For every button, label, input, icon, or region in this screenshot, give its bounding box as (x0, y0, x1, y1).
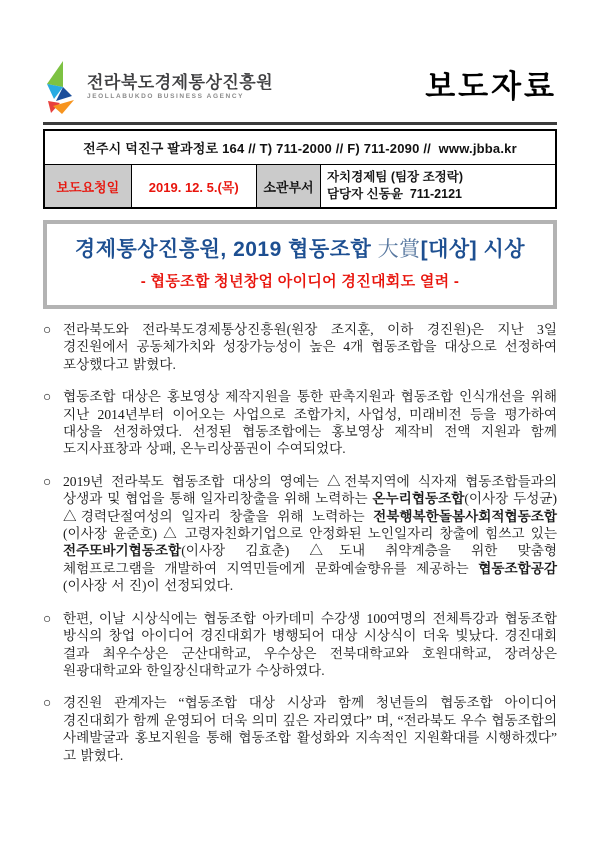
department-label: 소관부서 (256, 165, 320, 209)
org-logo (43, 59, 273, 115)
address-text: 전주시 덕진구 팔과정로 164 // T) 711-2000 // F) 711-2090 // www.jbba.kr (44, 130, 556, 165)
paragraph-text: (이사장 김효춘) △도내 취약계층을 위한 맞춤형 체험프로그램을 개발하여 지역민들에게 문화예술향유를 제공하는 (63, 543, 557, 576)
paragraph-marker: ○ (43, 610, 52, 626)
paragraph (43, 388, 557, 458)
paragraph-text: (이사장 서 진)이 선정되었다. (63, 578, 234, 594)
header (43, 56, 557, 118)
headline-title-prefix: 경제통상진흥원, 2019 협동조합 (74, 238, 378, 261)
paragraph-marker: ○ (43, 473, 52, 489)
highlighted-coop-name: 온누리협동조합 (372, 491, 465, 507)
org-name-en: JEOLLABUKDO BUSINESS AGENCY (87, 93, 245, 100)
paragraph (43, 473, 557, 595)
highlighted-coop-name: 전북행복한돌봄사회적협동조합 (373, 508, 557, 524)
department-person: 담당자 신동윤 711-2121 (326, 187, 462, 201)
paragraph-marker: ○ (43, 389, 52, 405)
department-team: 자치경제팀 (팀장 조정락) (326, 170, 463, 184)
paragraph-text: (이사장 윤준호) △ 고령자친화기업으로 안정화된 노인일자리 창출에 힘쓰고 있는 (63, 526, 557, 542)
department-contact (320, 165, 556, 209)
paragraph-text: 경진원 관계자는 “협동조합 대상 시상과 함께 청년들의 협동조합 아이디어 경진대회가 함께 운영되어 더욱 의미 깊은 자리였다” 며, “전라북도 우수 협동조합의 사례발굴과 홍보지원을 통해 협동조합 활성화와 지속적인 지원확대를 시행하겠다” 고 밝혔다. (63, 695, 557, 763)
paragraph (43, 321, 557, 373)
address-row (44, 130, 556, 165)
paragraph (43, 610, 557, 680)
paragraph-text: (이사장 두성균) △경력단절여성의 일자리 창출을 위해 노력하는 (63, 491, 557, 524)
paragraph-marker: ○ (43, 695, 52, 711)
paragraph-text: 전라북도와 전라북도경제통상진흥원(원장 조지훈, 이하 경진원)은 지난 3일 경진원에서 공동체가치와 성장가능성이 높은 4개 협동조합을 대상으로 선정하여 포상했다고 밝혔다. (63, 322, 557, 372)
headline-title-hanja: 大賞 (377, 238, 421, 261)
org-logo-mark-icon (43, 59, 79, 115)
header-rule (43, 122, 557, 125)
paragraph-text: 한편, 이날 시상식에는 협동조합 아카데미 수강생 100여명의 전체특강과 협동조합 방식의 창업 아이디어 경진대회가 병행되어 대상 시상식이 더욱 빛났다. 경진대회 결과 최우수상은 군산대학교, 우수상은 전북대학교와 호원대학교, 장려상은 원광대학교와 한일장신대학교가 수상하였다. (63, 610, 557, 678)
paragraph-text: 2019년 전라북도 협동조합 대상의 영예는 △전북지역에 식자재 협동조합들과의 상생과 및 협업을 통해 일자리창출을 위해 노력하는 (63, 473, 557, 507)
body-paragraphs (43, 321, 557, 764)
paragraph-marker: ○ (43, 322, 52, 337)
headline-subtitle: - 협동조합 청년창업 아이디어 경진대회도 열려 - (140, 273, 460, 290)
contact-row (44, 165, 556, 209)
info-table (43, 129, 557, 209)
headline-box (43, 220, 557, 309)
highlighted-coop-name: 협동조합공감 (478, 560, 557, 576)
headline-title-suffix: [대상] 시상 (420, 238, 526, 261)
request-date-value: 2019. 12. 5.(목) (131, 165, 256, 209)
paragraph (43, 694, 557, 764)
request-date-label: 보도요청일 (44, 165, 131, 209)
headline-title (51, 237, 549, 263)
org-logo-text (87, 73, 273, 101)
org-name: 전라북도경제통상진흥원 (87, 73, 274, 92)
paragraph-text: 협동조합 대상은 홍보영상 제작지원을 통한 판촉지원과 협동조합 인식개선을 위해 지난 2014년부터 이어오는 사업으로 조합가치, 사업성, 미래비전 등을 평가하여 대상을 선정하였다. 선정된 협동조합에는 홍보영상 제작비 전액 지원과 함께 도지사표창과 상패, 온누리상품권이 수여되었다. (63, 389, 557, 457)
highlighted-coop-name: 전주또바기협동조합 (63, 543, 182, 559)
press-release-title: 보도자료 (425, 69, 557, 104)
logo-triangle-orange (53, 100, 74, 114)
logo-triangle-green (47, 61, 63, 87)
